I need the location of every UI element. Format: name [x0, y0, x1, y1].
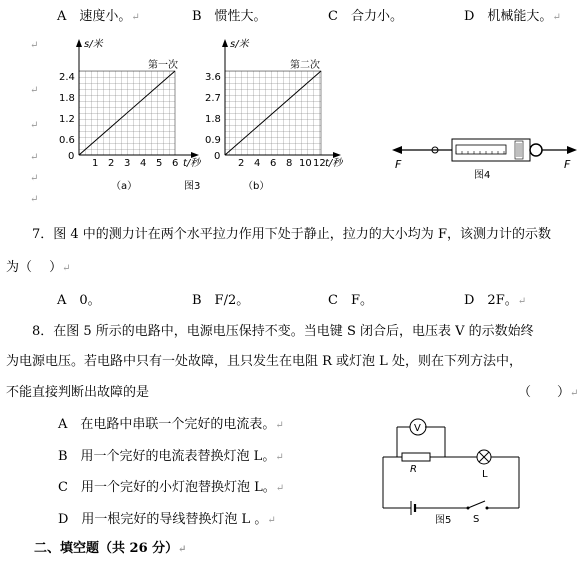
- graph-b-ytick: 2.7: [205, 93, 221, 104]
- graph-b-y-label: s/米: [230, 39, 249, 50]
- q8-line-1: 8．在图 5 所示的电路中，电源电压保持不变。当电键 S 闭合后，电压表 V 的示数始终: [32, 324, 534, 339]
- q7-line-2: 为（ ）↵: [6, 260, 71, 275]
- force-label-left: F: [395, 158, 402, 171]
- graph-a-caption: （a）: [111, 181, 138, 192]
- graph-a-xtick: 2: [108, 158, 115, 169]
- battery: [411, 501, 415, 515]
- q8-option-d: D 用一根完好的导线替换灯泡 L 。↵: [58, 512, 276, 527]
- return-mark: ↵: [30, 85, 39, 96]
- q8-option-b: B 用一个完好的电流表替换灯泡 L。↵: [58, 449, 284, 464]
- lamp: [477, 450, 491, 464]
- graph-b-ytick: 0.9: [205, 135, 221, 146]
- graph-a-ytick: 0.6: [59, 135, 75, 146]
- switch: [467, 501, 489, 510]
- return-mark: ↵: [30, 194, 39, 205]
- resistor-label: R: [410, 464, 417, 475]
- q7-option-b: B F/2。: [192, 293, 250, 308]
- graph-a-x-label: t/秒: [183, 158, 201, 169]
- graph-b-xtick: 8: [286, 158, 293, 169]
- figure-4: [390, 125, 581, 185]
- q6-option-c: C 合力小。: [328, 9, 403, 24]
- figure-5: [375, 405, 525, 530]
- graph-a-ytick: 1.2: [59, 114, 75, 125]
- q8-line-2: 为电源电压。若电路中只有一处故障，且只发生在电阻 R 或灯泡 L 处，则在下列方法中，: [6, 354, 522, 369]
- graph-b-xtick: 12: [313, 158, 326, 169]
- q8-line-3: 不能直接判断出故障的是: [6, 385, 150, 400]
- q7-option-a: A 0。: [57, 293, 101, 308]
- q7-line-1: 7．图 4 中的测力计在两个水平拉力作用下处于静止，拉力的大小均为 F，该测力计的示数: [32, 227, 551, 242]
- graph-a-origin: 0: [68, 151, 75, 162]
- q8-option-c: C 用一个完好的小灯泡替换灯泡 L。↵: [58, 480, 285, 495]
- figure-3-caption: 图3: [184, 181, 201, 192]
- q7-option-d: D 2F。↵: [464, 293, 527, 308]
- graph-a: [59, 38, 202, 192]
- force-label-right: F: [564, 158, 571, 171]
- graph-b-ytick: 1.8: [205, 114, 221, 125]
- voltmeter-label: V: [414, 423, 421, 434]
- return-mark: ↵: [30, 152, 39, 163]
- graph-a-xtick: 3: [124, 158, 131, 169]
- graph-b-x-label: t/秒: [325, 158, 343, 169]
- graph-a-xtick: 4: [140, 158, 147, 169]
- graph-a-xtick: 1: [92, 158, 99, 169]
- graph-b-xtick: 10: [299, 158, 312, 169]
- graph-a-xtick: 5: [156, 158, 163, 169]
- return-mark: ↵: [30, 173, 39, 184]
- q7-option-c: C F。: [328, 293, 373, 308]
- graph-a-ytick: 1.8: [59, 93, 75, 104]
- lamp-label: L: [482, 469, 488, 480]
- q8-answer-bracket: （ ）↵: [518, 385, 579, 400]
- graph-b: [205, 38, 344, 192]
- q6-option-b: B 惯性大。: [192, 9, 267, 24]
- force-arrow-right: [567, 146, 577, 154]
- graph-b-xtick: 4: [254, 158, 261, 169]
- force-arrow-left: [392, 146, 402, 154]
- figure-4-caption: 图4: [474, 170, 491, 181]
- q8-option-a: A 在电路中串联一个完好的电流表。↵: [58, 417, 284, 432]
- graph-a-y-label: s/米: [84, 39, 103, 50]
- graph-b-xtick: 2: [238, 158, 245, 169]
- spring-scale: [452, 139, 530, 161]
- graph-a-ytick: 2.4: [59, 72, 75, 83]
- return-mark: ↵: [30, 120, 39, 131]
- return-mark: ↵: [30, 40, 39, 51]
- q6-option-d: D 机械能大。↵: [464, 9, 561, 24]
- graph-b-title: 第二次: [290, 60, 320, 71]
- graph-a-title: 第一次: [148, 60, 178, 71]
- figure-3: [55, 35, 345, 195]
- graph-a-xtick: 6: [172, 158, 179, 169]
- section-heading: 二、填空题（共 26 分）↵: [34, 541, 187, 556]
- graph-b-xtick: 6: [270, 158, 277, 169]
- switch-label: S: [473, 514, 480, 525]
- resistor: [402, 453, 430, 461]
- q6-option-a: A 速度小。↵: [57, 9, 140, 24]
- figure-5-caption: 图5: [435, 515, 452, 526]
- graph-b-ytick: 3.6: [205, 72, 221, 83]
- graph-b-caption: （b）: [243, 181, 270, 192]
- graph-b-origin: 0: [214, 151, 221, 162]
